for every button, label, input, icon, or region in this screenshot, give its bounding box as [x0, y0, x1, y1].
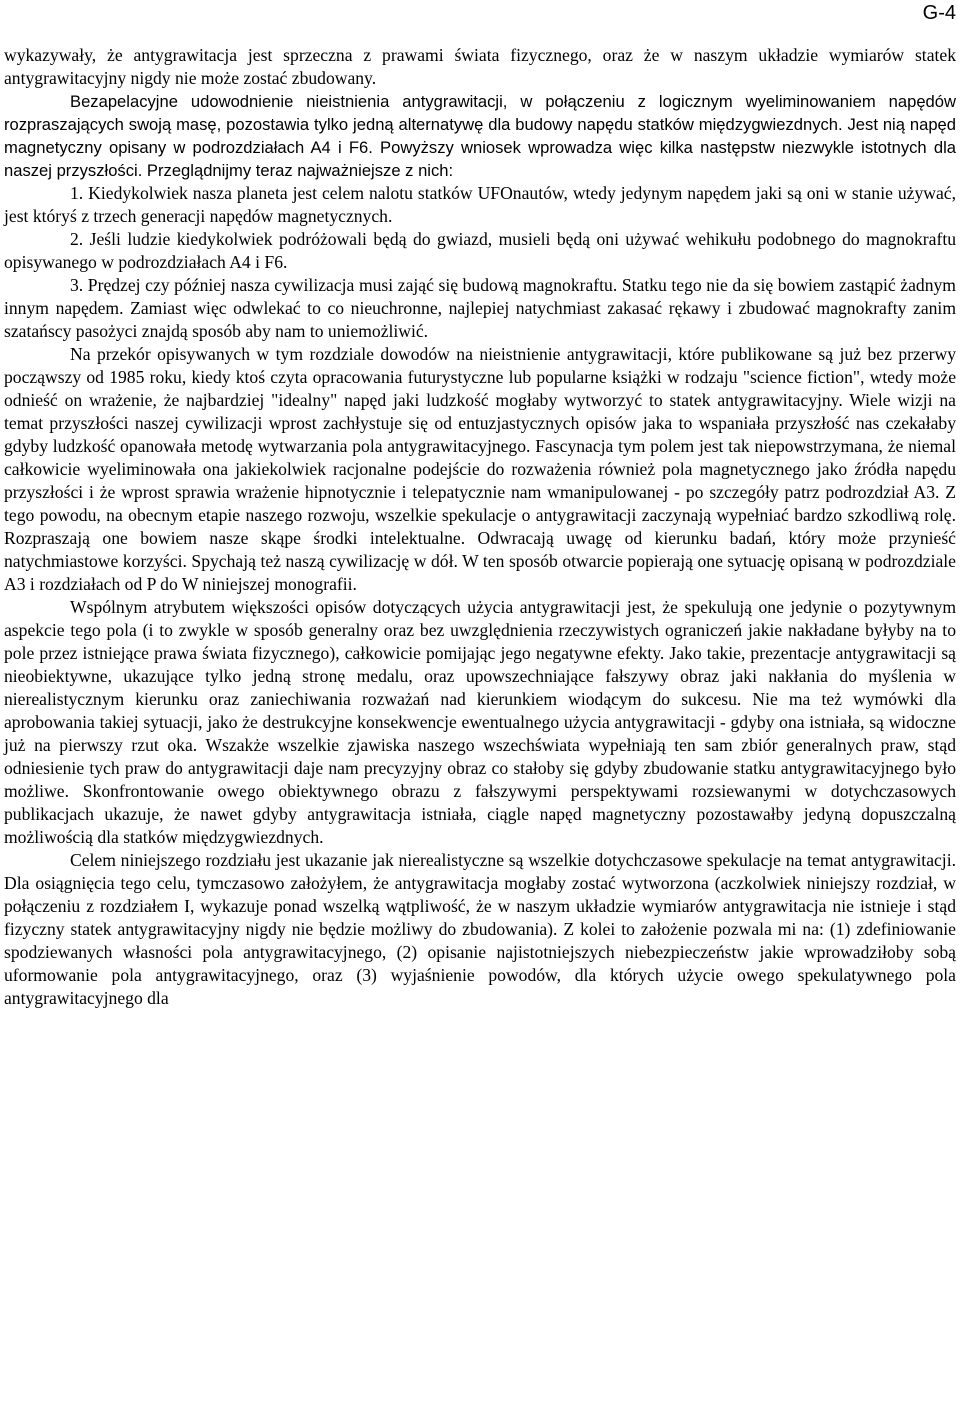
paragraph-chapter-goal: Celem niniejszego rozdziału jest ukazanie jak nierealistyczne są wszelkie dotychczasowe spekulacje na temat antygrawitacji. Dla osiągnięcia tego celu, tymczasowo założyłem, że antygrawitacja mogłaby zostać wytworzona (aczkolwiek niniejszy rozdział, w połączeniu z rozdziałem I, wykazuje ponad wszelką wątpliwość, że w naszym układzie wymiarów antygrawitacja nie istnieje i stąd fizyczny statek antygrawitacyjny nigdy nie będzie możliwy do zbudowania). Z kolei to założenie pozwala mi na: (1) zdefiniowanie spodziewanych własności pola antygrawitacyjnego, (2) opisanie najistotniejszych niebezpieczeństw jakie wprowadziłoby sobą uformowanie pola antygrawitacyjnego, oraz (3) wyjaśnienie powodów, dla których użycie owego spekulatywnego pola antygrawitacyjnego dla — [4, 850, 956, 1008]
paragraph-science-fiction: Na przekór opisywanych w tym rozdziale dowodów na nieistnienie antygrawitacji, które publikowane są już bez przerwy począwszy od 1985 roku, kiedy ktoś czyta opracowania futurystyczne lub popularne książki w rodzaju "science fiction", wtedy może odnieść on wrażenie, że najbardziej "idealny" napęd jaki ludzkość mogłaby wytworzyć to statek antygrawitacyjny. Wiele wizji na temat przyszłości naszej cywilizacji wprost zachłystuje się od entuzjastycznych opisów jaka to wspaniała przyszłość nas czekałaby gdyby ludzkość opanowała metodę wytwarzania pola antygrawitacyjnego. Fascynacja tym polem jest tak niepowstrzymana, że niemal całkowicie wyeliminowała ona jakiekolwiek racjonalne podejście do rozważenia również pola magnetycznego jako źródła napędu przyszłości i że wprost sprawia wrażenie hipnotycznie i telepatycznie nam wmanipulowanej - po szczegóły patrz podrozdział A3. Z tego powodu, na obecnym etapie naszego rozwoju, wszelkie spekulacje o antygrawitacji zaczynają wypełniać bardzo szkodliwą rolę. Rozpraszają one bowiem nasze skąpe środki intelektualne. Odwracają uwagę od kierunku badań, który może przynieść natychmiastowe korzyści. Spychają też naszą cywilizację w dół. W ten sposób otwarcie popierają one sytuację opisaną w podrozdziale A3 i rozdziałach od P do W niniejszej monografii. — [4, 344, 956, 594]
list-item-1: 1. Kiedykolwiek nasza planeta jest celem nalotu statków UFOnautów, wtedy jedynym napędem jaki są oni w stanie używać, jest któryś z trzech generacji napędów magnetycznych. — [4, 183, 956, 226]
paragraph-antigravity-conclusion: Bezapelacyjne udowodnienie nieistnienia antygrawitacji, w połączeniu z logicznym wyeliminowaniem napędów rozpraszających swoją masę, pozostawia tylko jedną alternatywę dla budowy napędu statków międzygwiezdnych. Jest nią napęd magnetyczny opisany w podrozdziałach A4 i F6. Powyższy wniosek wprowadza więc kilka następstw niezwykle istotnych dla naszej przyszłości. Przeglądnijmy teraz najważniejsze z nich: — [4, 92, 956, 180]
body-text — [4, 44, 956, 1010]
list-item-3: 3. Prędzej czy później nasza cywilizacja musi zająć się budową magnokraftu. Statku tego nie da się bowiem zastąpić żadnym innym napędem. Zamiast więc odwlekać to co nieuchronne, najlepiej natychmiast zakasać rękawy i zbudować magnokrafty zanim szatańscy pasożyci znajdą sposób aby nam to uniemożliwić. — [4, 275, 956, 341]
page-number: G-4 — [922, 2, 956, 24]
paragraph-common-attribute: Wspólnym atrybutem większości opisów dotyczących użycia antygrawitacji jest, że spekulują one jedynie o pozytywnym aspekcie tego pola (i to zwykle w sposób generalny oraz bez uwzględnienia rzeczywistych ograniczeń jakie nakładane byłyby na to pole przez istniejące prawa świata fizycznego), całkowicie pomijając jego negatywne efekty. Jako takie, prezentacje antygrawitacji są nieobiektywne, ukazujące tylko jedną stronę medalu, oraz upowszechniające fałszywy obraz jaki nakłania do myślenia w nierealistycznym kierunku oraz zaniechiwania rozważań nad kierunkiem wiodącym do sukcesu. Nie ma też wymówki dla aprobowania takiej sytuacji, jako że destrukcyjne konsekwencje ewentualnego użycia antygrawitacji - gdyby ona istniała, są widoczne już na pierwszy rzut oka. Wszakże wszelkie zjawiska naszego wszechświata wypełniają ten sam zbiór generalnych praw, stąd odniesienie tych praw do antygrawitacji daje nam precyzyjny obraz co stałoby się gdyby zbudowanie statku antygrawitacyjnego było możliwe. Skonfrontowanie owego obiektywnego obrazu z fałszywymi perspektywami rozsiewanymi w dotychczasowych publikacjach ukazuje, że nawet gdyby antygrawitacja istniała, ciągle napęd magnetyczny pozostawałby jedyną dopuszczalną możliwością dla statków międzygwiezdnych. — [4, 597, 956, 847]
paragraph-continuation: wykazywały, że antygrawitacja jest sprzeczna z prawami świata fizycznego, oraz że w naszym układzie wymiarów statek antygrawitacyjny nigdy nie może zostać zbudowany. — [4, 45, 956, 88]
list-item-2: 2. Jeśli ludzie kiedykolwiek podróżowali będą do gwiazd, musieli będą oni używać wehikułu podobnego do magnokraftu opisywanego w podrozdziałach A4 i F6. — [4, 229, 956, 272]
